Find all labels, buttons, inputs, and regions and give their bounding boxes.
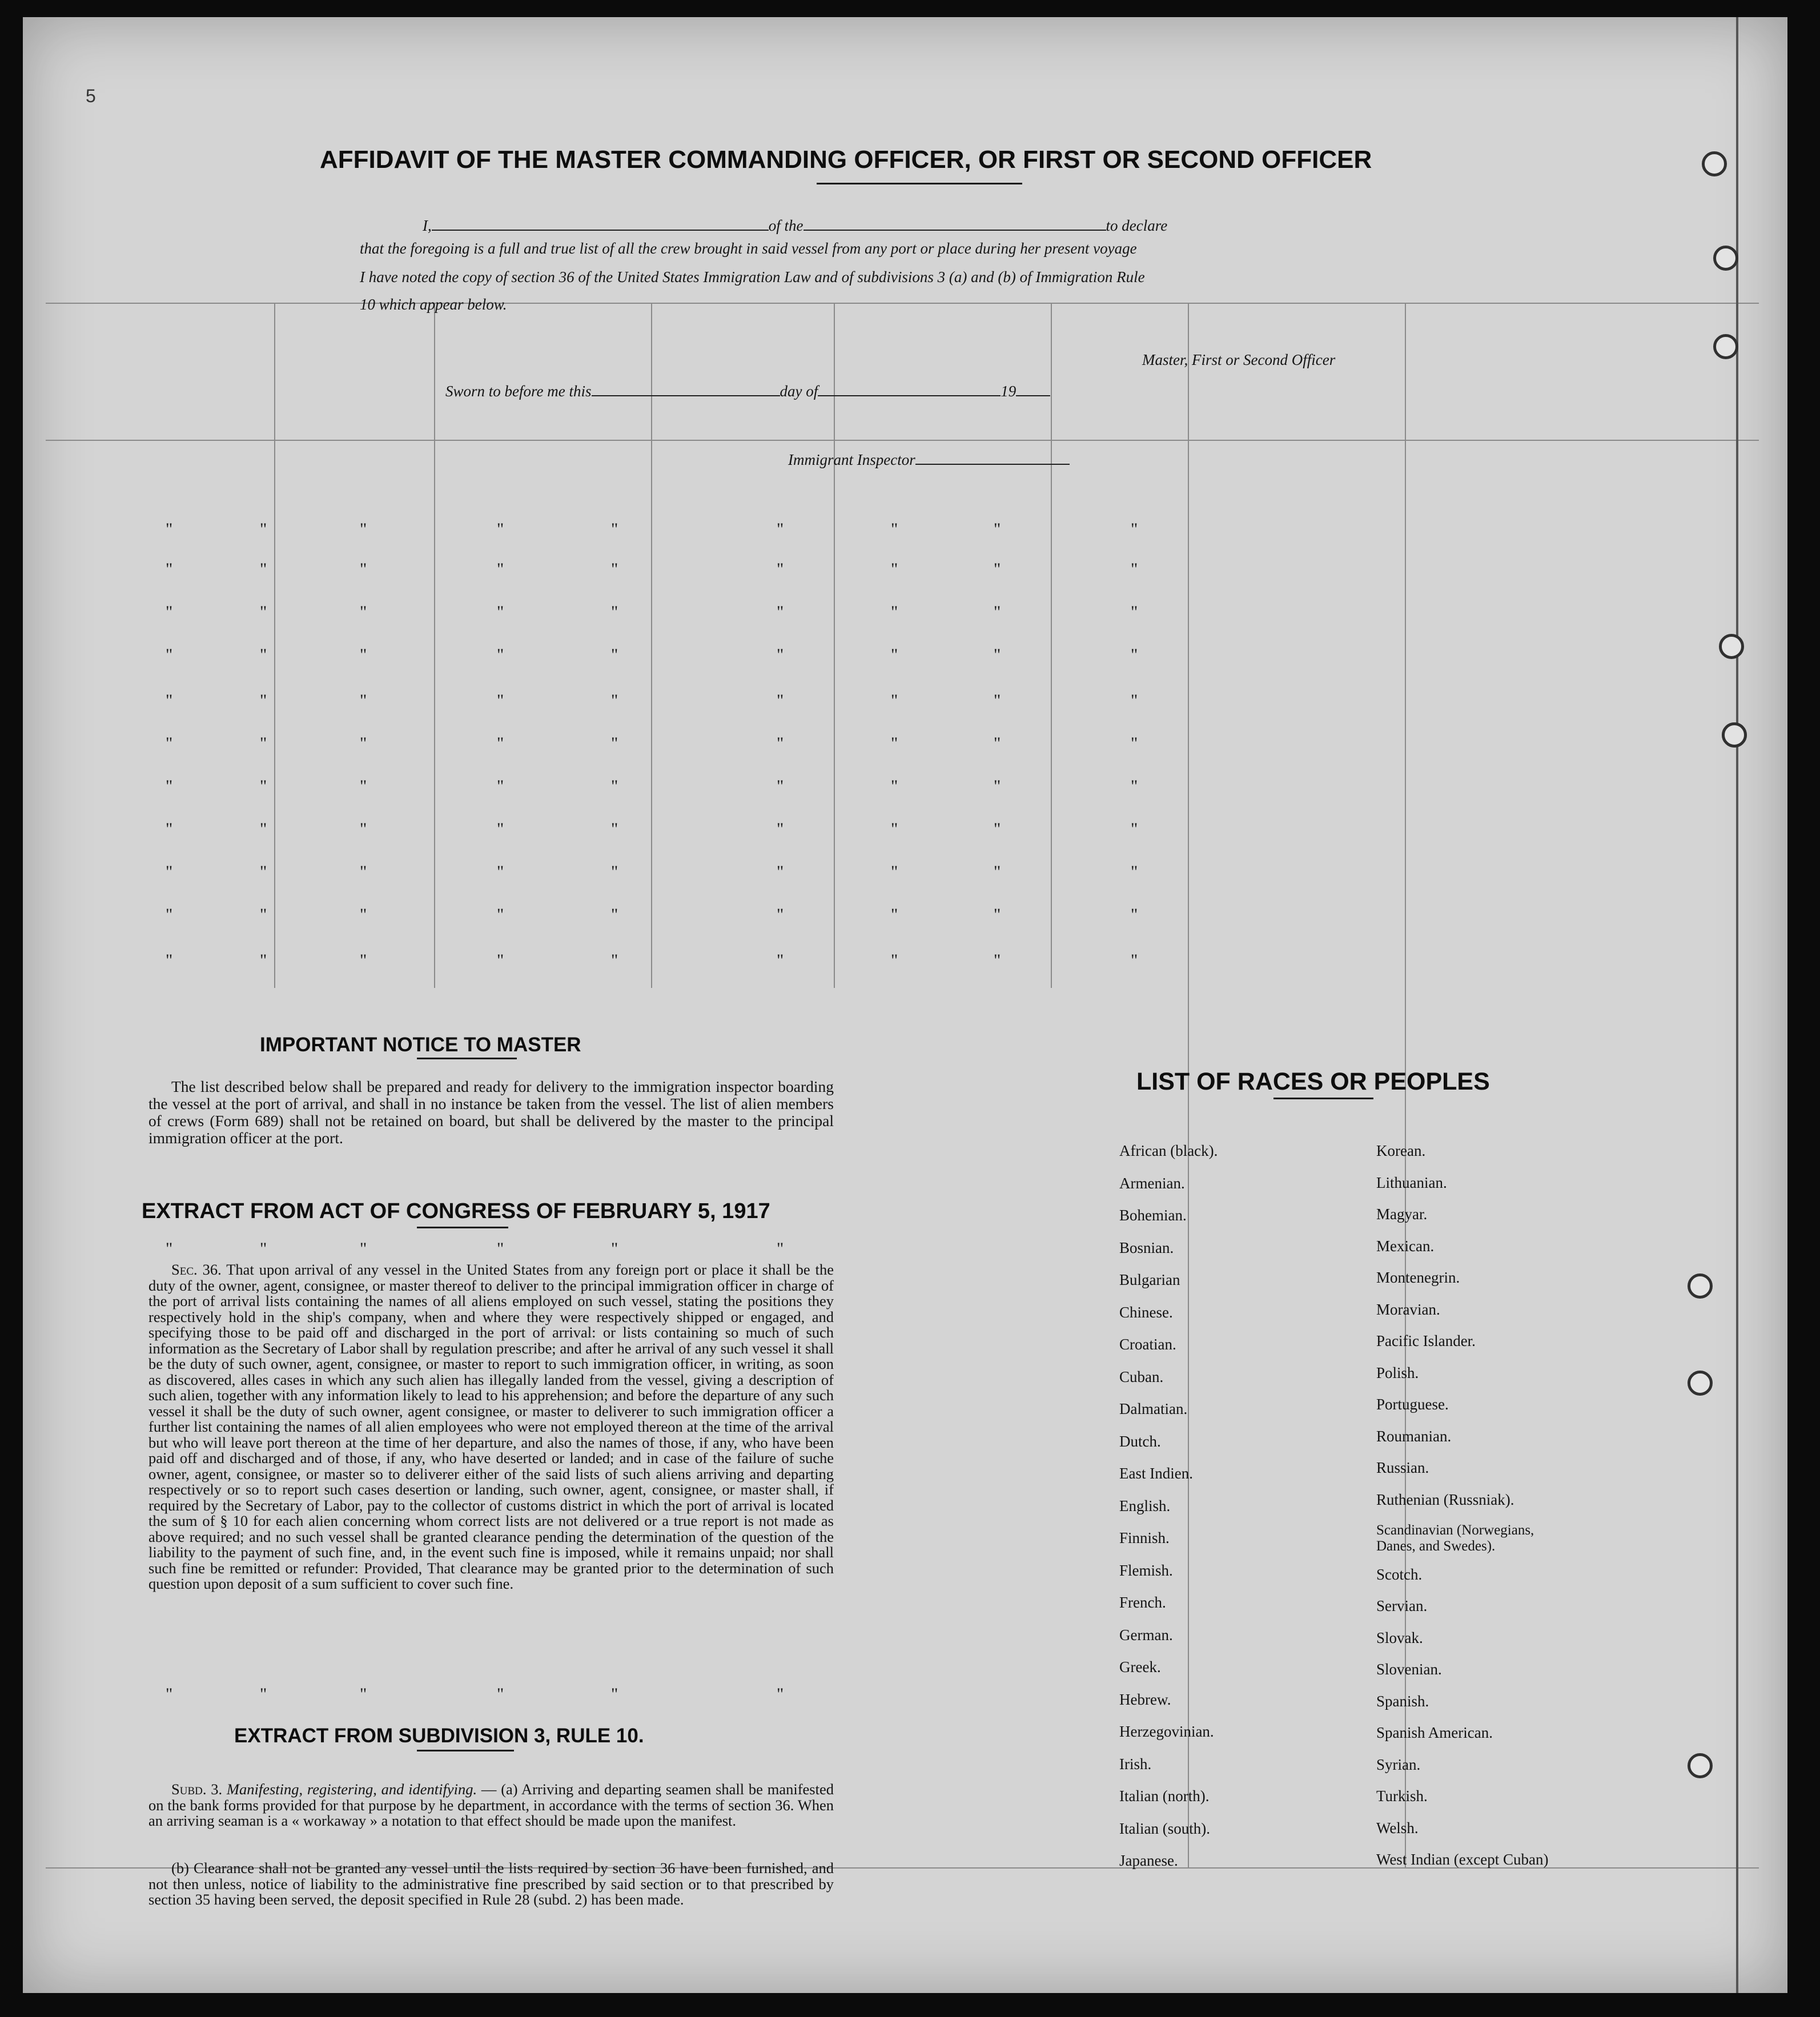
ditto-mark: " <box>994 520 1001 539</box>
ditto-mark: " <box>1131 819 1138 838</box>
ditto-mark: " <box>1131 734 1138 753</box>
ditto-mark: " <box>777 862 784 881</box>
race-item: Servian. <box>1376 1597 1428 1614</box>
ditto-mark: " <box>777 905 784 924</box>
document-page <box>23 17 1787 1993</box>
ditto-mark: " <box>994 560 1001 578</box>
rule-subd-label: Subd. 3. <box>171 1781 223 1798</box>
ditto-mark: " <box>777 560 784 578</box>
ditto-mark: " <box>891 819 898 838</box>
ditto-mark: " <box>260 905 267 924</box>
race-item: Greek. <box>1119 1658 1161 1676</box>
race-item: Irish. <box>1119 1755 1152 1773</box>
race-item: Cuban. <box>1119 1368 1164 1385</box>
ditto-mark: " <box>891 951 898 970</box>
race-item: Flemish. <box>1119 1561 1173 1579</box>
ditto-mark: " <box>611 691 618 710</box>
table-col-rule <box>434 303 435 988</box>
race-item: Scandinavian (Norwegians, Danes, and Swedes). <box>1376 1522 1534 1554</box>
ditto-mark: " <box>166 602 173 621</box>
ditto-mark: " <box>611 734 618 753</box>
ditto-mark: " <box>777 1685 784 1703</box>
ditto-mark: " <box>260 1239 267 1258</box>
ditto-mark: " <box>994 951 1001 970</box>
ditto-mark: " <box>497 520 504 539</box>
ditto-mark: " <box>360 520 367 539</box>
ditto-mark: " <box>260 645 267 664</box>
signature-label: Master, First or Second Officer <box>1142 351 1336 368</box>
race-item: Korean. <box>1376 1142 1426 1159</box>
ditto-mark: " <box>994 905 1001 924</box>
ditto-mark: " <box>497 734 504 753</box>
race-item: Italian (north). <box>1119 1787 1210 1805</box>
ditto-mark: " <box>891 560 898 578</box>
race-item: Syrian. <box>1376 1755 1421 1773</box>
ditto-mark: " <box>166 560 173 578</box>
ditto-mark: " <box>777 645 784 664</box>
ditto-mark: " <box>497 862 504 881</box>
ditto-mark: " <box>360 777 367 795</box>
binder-hole-icon <box>1713 246 1738 271</box>
ditto-mark: " <box>891 862 898 881</box>
ditto-mark: " <box>166 645 173 664</box>
race-item: Magyar. <box>1376 1206 1428 1223</box>
race-item: Roumanian. <box>1376 1427 1452 1445</box>
binder-hole-icon <box>1713 334 1738 359</box>
race-item: Finnish. <box>1119 1529 1170 1546</box>
ditto-mark: " <box>891 905 898 924</box>
ditto-mark: " <box>891 691 898 710</box>
binder-hole-icon <box>1688 1273 1713 1299</box>
affidavit-line-3: I have noted the copy of section 36 of the United States Immigration Law and of subdivisions 3 (a) and (b) of Immigration Rule <box>360 268 1145 286</box>
race-item: Bosnian. <box>1119 1239 1174 1256</box>
ditto-mark: " <box>360 905 367 924</box>
binder-hole-icon <box>1688 1753 1713 1778</box>
ditto-mark: " <box>260 951 267 970</box>
act-body: That upon arrival of any vessel in the United States from any foreign port or place it shall be the duty of the owner, agent, consignee, or master thereof to deliver to the principal immigration officer in charge of the port of arrival lists containing the names of all aliens employed on such vessel, stating the positions they respectively hold in the ship's company, when and where they were respectively shipped or engaged, and specifying those to be paid off and discharged in the port of arrival: or lists containing so much of such information as the Secretary of Labor shall by regulation prescribe; and after he arrival of any such vessel it shall be the duty of such owner, agent, consignee, or master to report to such immigration officer, in writing, as soon as discovered, alles cases in which any such alien has illegally landed from the vessel, giving a description of such alien, together with any information likely to lead to his apprehension; and before the departure of any such vessel it shall be the duty of such owner, agent consignee, or master to deliverer to such immigration officer a further list containing the names of all alien employees who were not employed thereon at the time of the arrival but who will leave port thereon at the time of her departure, and also the names of those, if any, who have been paid off and discharged and of those, if any, who have deserted or landed; and in case of the failure of suche owner, agent, consignee, or master so to deliverer either of the said lists of such aliens arriving and departing respectively or so to report such cases desertion or landing, such owner, agent, consignee, or master shall, if required by the Secretary of Labor, pay to the collector of customs district in which the port of arrival is located the sum of § 10 for each alien concerning whom correct lists are not delivered or a true report is not made as above required; and no such vessel shall be granted clearance pending the determination of the question of the liability to the payment of such fine, and, in the event such fine is imposed, while it remains unpaid; nor shall such fine be remitted or refunder: Provided, That clearance may be granted prior to the determination of such question upon deposit of a sum sufficient to cover such fine. <box>148 1261 834 1592</box>
ditto-mark: " <box>1131 691 1138 710</box>
ditto-mark: " <box>611 1239 618 1258</box>
notice-text: The list described below shall be prepared and ready for delivery to the immigration inspector boarding the vessel at the port of arrival, and shall in no instance be taken from the vessel. The list of alien members of crews (Form 689) shall not be retained on board, but shall be delivered by the master to the principal immigration officer at the port. <box>148 1078 834 1147</box>
affidavit-line-4: 10 which appear below. <box>360 296 507 313</box>
ditto-mark: " <box>777 951 784 970</box>
ditto-mark: " <box>994 734 1001 753</box>
act-text <box>148 1262 834 1592</box>
race-item: Scotch. <box>1376 1565 1423 1583</box>
ditto-mark: " <box>360 602 367 621</box>
affidavit-line-1: I, of the to declare <box>423 217 1168 234</box>
race-item: Lithuanian. <box>1376 1174 1447 1191</box>
binder-hole-icon <box>1702 151 1727 176</box>
affidavit-title: AFFIDAVIT OF THE MASTER COMMANDING OFFICER, OR FIRST OR SECOND OFFICER <box>320 146 1372 174</box>
ditto-mark: " <box>1131 777 1138 795</box>
ditto-mark: " <box>891 734 898 753</box>
race-item: Moravian. <box>1376 1300 1440 1318</box>
ditto-mark: " <box>611 862 618 881</box>
ditto-mark: " <box>994 645 1001 664</box>
notice-title: IMPORTANT NOTICE TO MASTER <box>260 1034 581 1056</box>
ditto-mark: " <box>611 777 618 795</box>
races-title: LIST OF RACES OR PEOPLES <box>1136 1068 1490 1095</box>
page-edge-rule <box>1736 17 1738 1993</box>
table-rule-top <box>46 303 1759 304</box>
ditto-mark: " <box>260 691 267 710</box>
race-item: Pacific Islander. <box>1376 1332 1476 1349</box>
ditto-mark: " <box>260 862 267 881</box>
ditto-mark: " <box>994 862 1001 881</box>
race-item: Dutch. <box>1119 1432 1161 1450</box>
race-item: Mexican. <box>1376 1237 1435 1255</box>
ditto-mark: " <box>777 691 784 710</box>
race-item: Italian (south). <box>1119 1819 1210 1837</box>
notice-underline <box>417 1058 517 1059</box>
ditto-mark: " <box>994 777 1001 795</box>
race-item: Chinese. <box>1119 1303 1173 1321</box>
ditto-mark: " <box>777 734 784 753</box>
race-item: East Indien. <box>1119 1465 1193 1482</box>
ditto-mark: " <box>260 560 267 578</box>
ditto-mark: " <box>1131 602 1138 621</box>
table-col-rule <box>1051 303 1052 988</box>
ditto-mark: " <box>1131 905 1138 924</box>
binder-hole-icon <box>1719 634 1744 659</box>
ditto-mark: " <box>360 691 367 710</box>
race-item: Spanish American. <box>1376 1724 1493 1741</box>
race-item: Herzegovinian. <box>1119 1723 1214 1740</box>
race-item: English. <box>1119 1497 1171 1514</box>
race-item: Slovak. <box>1376 1629 1423 1646</box>
ditto-mark: " <box>166 905 173 924</box>
act-title: EXTRACT FROM ACT OF CONGRESS OF FEBRUARY 5, 1917 <box>142 1199 770 1223</box>
ditto-mark: " <box>777 520 784 539</box>
race-item: Dalmatian. <box>1119 1400 1188 1417</box>
race-item: Welsh. <box>1376 1819 1419 1837</box>
ditto-mark: " <box>166 951 173 970</box>
ditto-mark: " <box>497 951 504 970</box>
ditto-mark: " <box>1131 520 1138 539</box>
ditto-mark: " <box>611 520 618 539</box>
race-item: Polish. <box>1376 1364 1419 1381</box>
race-item: Russian. <box>1376 1459 1429 1476</box>
ditto-mark: " <box>260 1685 267 1703</box>
binder-hole-icon <box>1688 1371 1713 1396</box>
ditto-mark: " <box>360 560 367 578</box>
race-item: Portuguese. <box>1376 1396 1449 1413</box>
sworn-line: Sworn to before me this day of 19 <box>445 383 1050 400</box>
page-number: 5 <box>86 86 96 106</box>
rule-text-a <box>148 1782 834 1829</box>
race-item: Montenegrin. <box>1376 1269 1460 1286</box>
binder-hole-icon <box>1722 722 1747 748</box>
ditto-mark: " <box>497 1239 504 1258</box>
affidavit-line-2: that the foregoing is a full and true list of all the crew brought in said vessel from any port or place during her present voyage <box>360 240 1137 257</box>
ditto-mark: " <box>360 862 367 881</box>
title-underline <box>817 183 1022 184</box>
ditto-mark: " <box>360 819 367 838</box>
race-item: Spanish. <box>1376 1692 1429 1710</box>
ditto-mark: " <box>611 645 618 664</box>
ditto-mark: " <box>166 520 173 539</box>
rule-subd-heading: Manifesting, registering, and identifying. <box>226 1781 477 1798</box>
ditto-mark: " <box>891 777 898 795</box>
ditto-mark: " <box>611 560 618 578</box>
ditto-mark: " <box>360 951 367 970</box>
ditto-mark: " <box>994 691 1001 710</box>
race-item: German. <box>1119 1626 1173 1644</box>
race-item: African (black). <box>1119 1142 1218 1159</box>
ditto-mark: " <box>611 951 618 970</box>
inspector-line: Immigrant Inspector <box>788 451 1070 469</box>
race-item: Ruthenian (Russniak). <box>1376 1490 1514 1508</box>
ditto-mark: " <box>360 1239 367 1258</box>
ditto-mark: " <box>260 777 267 795</box>
ditto-mark: " <box>777 777 784 795</box>
ditto-mark: " <box>611 905 618 924</box>
ditto-mark: " <box>497 819 504 838</box>
ditto-mark: " <box>611 819 618 838</box>
ditto-mark: " <box>166 819 173 838</box>
ditto-mark: " <box>891 520 898 539</box>
race-item: Slovenian. <box>1376 1661 1442 1678</box>
ditto-mark: " <box>360 1685 367 1703</box>
ditto-mark: " <box>1131 560 1138 578</box>
ditto-mark: " <box>994 602 1001 621</box>
ditto-mark: " <box>1131 951 1138 970</box>
race-item: Bohemian. <box>1119 1207 1187 1224</box>
ditto-mark: " <box>497 691 504 710</box>
ditto-mark: " <box>994 819 1001 838</box>
race-item: Croatian. <box>1119 1336 1176 1353</box>
race-item: West Indian (except Cuban) <box>1376 1851 1549 1868</box>
act-section-label: Sec. 36. <box>171 1261 222 1278</box>
rule-underline <box>417 1750 514 1751</box>
ditto-mark: " <box>166 862 173 881</box>
ditto-mark: " <box>777 819 784 838</box>
races-underline <box>1273 1098 1373 1099</box>
ditto-mark: " <box>1131 645 1138 664</box>
ditto-mark: " <box>777 1239 784 1258</box>
race-item: French. <box>1119 1594 1166 1611</box>
ditto-mark: " <box>891 645 898 664</box>
race-item: Japanese. <box>1119 1852 1178 1869</box>
ditto-mark: " <box>891 602 898 621</box>
rule-title: EXTRACT FROM SUBDIVISION 3, RULE 10. <box>234 1725 644 1747</box>
ditto-mark: " <box>166 1685 173 1703</box>
ditto-mark: " <box>497 1685 504 1703</box>
ditto-mark: " <box>260 734 267 753</box>
ditto-mark: " <box>1131 862 1138 881</box>
ditto-mark: " <box>611 602 618 621</box>
ditto-mark: " <box>497 560 504 578</box>
ditto-mark: " <box>497 602 504 621</box>
ditto-mark: " <box>497 777 504 795</box>
race-item: Armenian. <box>1119 1174 1185 1192</box>
ditto-mark: " <box>260 602 267 621</box>
table-col-rule <box>651 303 652 988</box>
race-item: Turkish. <box>1376 1787 1428 1805</box>
act-underline <box>417 1227 508 1228</box>
ditto-mark: " <box>260 520 267 539</box>
race-item: Hebrew. <box>1119 1690 1171 1708</box>
table-rule-header <box>46 440 1759 441</box>
table-col-rule <box>834 303 835 988</box>
ditto-mark: " <box>360 645 367 664</box>
ditto-mark: " <box>166 734 173 753</box>
ditto-mark: " <box>777 602 784 621</box>
ditto-mark: " <box>497 645 504 664</box>
race-item: Bulgarian <box>1119 1271 1180 1288</box>
ditto-mark: " <box>360 734 367 753</box>
table-col-rule <box>274 303 275 988</box>
ditto-mark: " <box>166 777 173 795</box>
ditto-mark: " <box>497 905 504 924</box>
ditto-mark: " <box>611 1685 618 1703</box>
rule-text-b: (b) Clearance shall not be granted any vessel until the lists required by section 36 have been furnished, and not then unless, notice of liability to the administrative fine prescribed by said section or to that prescribed by section 35 having been served, the deposit specified in Rule 28 (subd. 2) has been made. <box>148 1859 834 1908</box>
ditto-mark: " <box>166 691 173 710</box>
ditto-mark: " <box>260 819 267 838</box>
rule-body-a: — (a) Arriving and departing seamen shall be manifested on the bank forms provided for that purpose by he department, in accordance with the terms of section 36. When an arriving seaman is a « workaway » a notation to that effect should be made upon the manifest. <box>148 1781 834 1829</box>
ditto-mark: " <box>166 1239 173 1258</box>
